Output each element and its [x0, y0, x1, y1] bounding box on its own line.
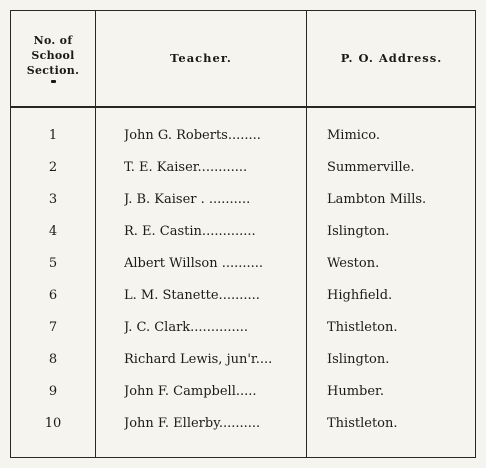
section-number: 9: [48, 384, 58, 399]
post-office-address: Weston.: [327, 256, 380, 271]
section-number: 4: [48, 224, 58, 239]
post-office-address: Lambton Mills.: [327, 192, 427, 207]
teacher-name: J. C. Clark..............: [124, 320, 249, 335]
header-line: No. of: [33, 34, 73, 47]
teacher-name: Albert Willson ..........: [124, 256, 264, 271]
table-row: [11, 282, 476, 312]
post-office-address: Highfield.: [327, 288, 393, 303]
teacher-name: L. M. Stanette..........: [124, 288, 260, 303]
table-row: [11, 346, 476, 376]
teacher-name: Richard Lewis, jun'r....: [124, 352, 273, 367]
table-row: [11, 154, 476, 184]
post-office-address: Humber.: [327, 384, 384, 399]
section-number: 10: [44, 416, 62, 431]
header-rule: [10, 106, 476, 108]
section-number: 2: [48, 160, 58, 175]
header-address: P. O. Address.: [340, 51, 443, 65]
post-office-address: Islington.: [327, 352, 390, 367]
table-row: [11, 122, 476, 152]
post-office-address: Thistleton.: [327, 320, 398, 335]
teacher-name: John G. Roberts........: [124, 128, 261, 143]
section-number: 3: [48, 192, 58, 207]
bullet-mark: [51, 80, 56, 83]
header-teacher: Teacher.: [170, 51, 232, 65]
teacher-name: T. E. Kaiser............: [124, 160, 248, 175]
table-row: [11, 186, 476, 216]
table-row: [11, 378, 476, 408]
table-row: [11, 314, 476, 344]
header-line: School: [31, 49, 75, 62]
table-row: [11, 250, 476, 280]
section-number: 8: [48, 352, 58, 367]
teacher-name: J. B. Kaiser . ..........: [124, 192, 251, 207]
post-office-address: Thistleton.: [327, 416, 398, 431]
table-row: [11, 410, 476, 440]
header-line: Section.: [26, 64, 80, 77]
section-number: 6: [48, 288, 58, 303]
section-number: 1: [48, 128, 58, 143]
section-number: 7: [48, 320, 58, 335]
teacher-name: R. E. Castin.............: [124, 224, 256, 239]
teacher-name: John F. Ellerby..........: [124, 416, 261, 431]
teacher-name: John F. Campbell.....: [124, 384, 257, 399]
post-office-address: Mimico.: [327, 128, 380, 143]
header-section-number: [11, 10, 95, 106]
post-office-address: Summerville.: [327, 160, 415, 175]
table-row: [11, 218, 476, 248]
post-office-address: Islington.: [327, 224, 390, 239]
section-number: 5: [48, 256, 58, 271]
